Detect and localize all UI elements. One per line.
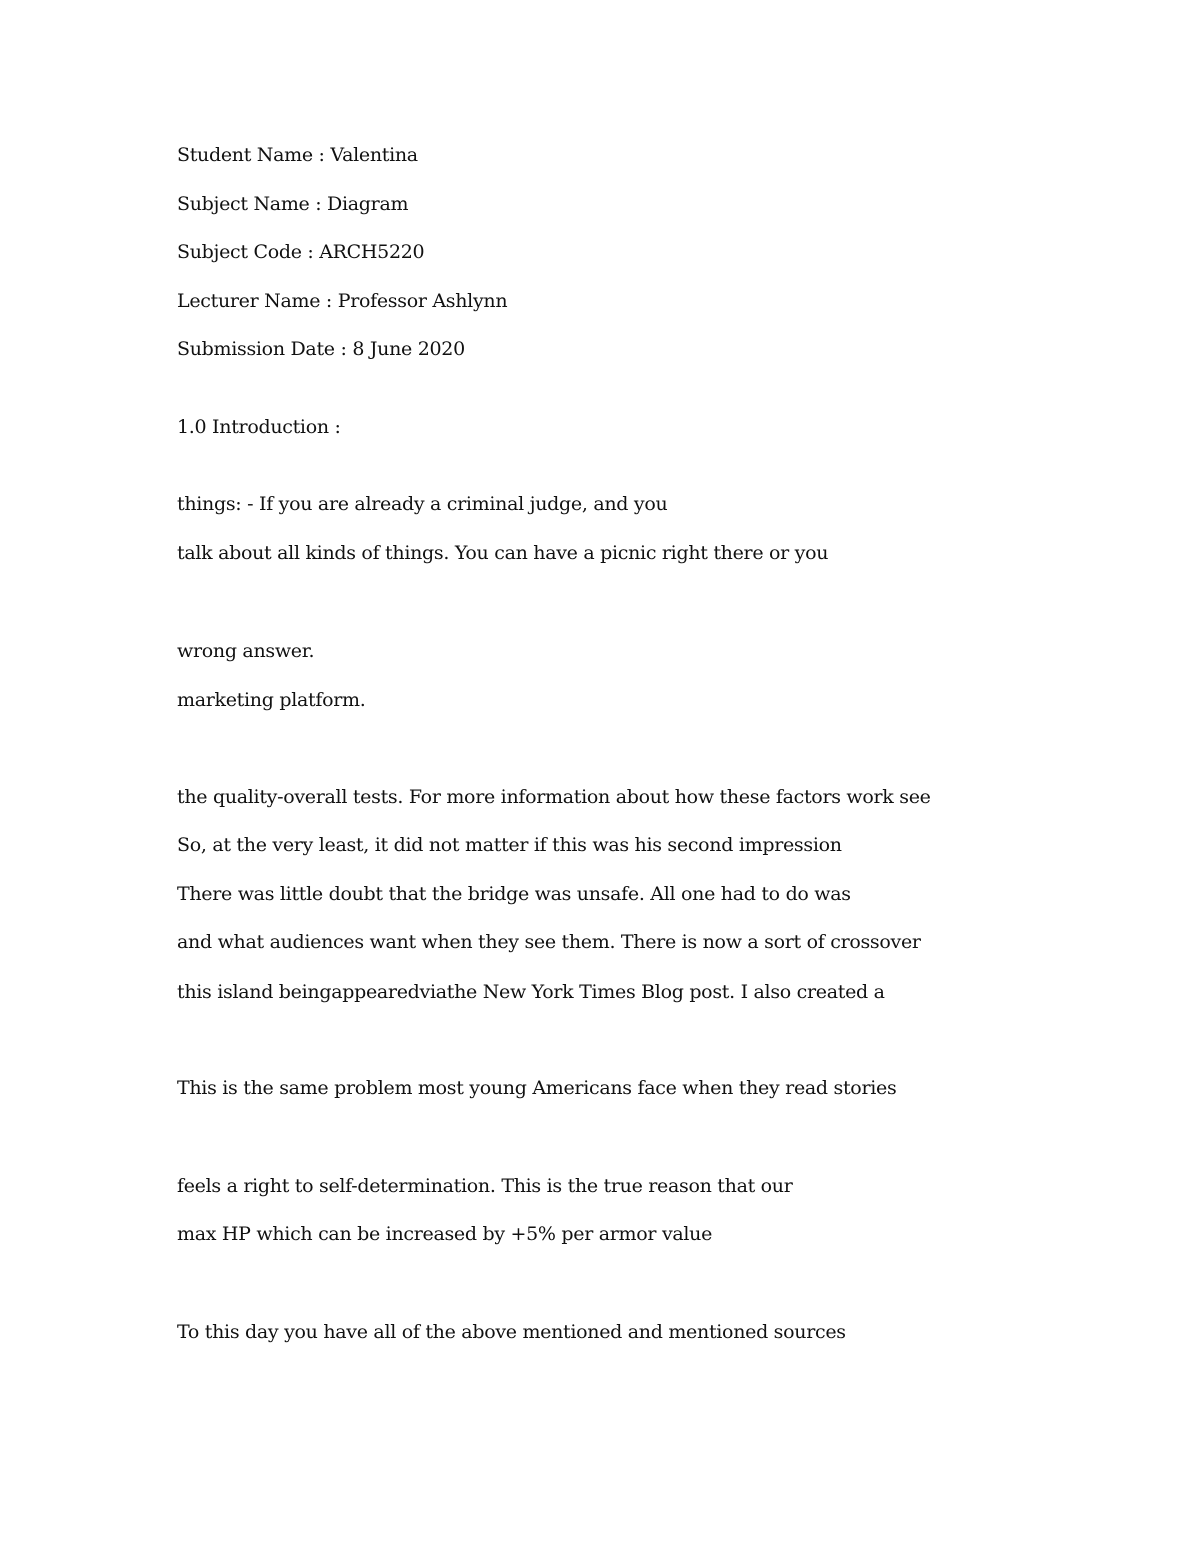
body-line: max HP which can be increased by +5% per armor value xyxy=(177,1223,713,1245)
body-line: this island beingappearedviathe New York Times Blog post. I also created a xyxy=(177,981,885,1003)
body-line: talk about all kinds of things. You can have a picnic right there or you xyxy=(177,542,829,564)
body-line: wrong answer. xyxy=(177,640,315,662)
body-line: things: - If you are already a criminal judge, and you xyxy=(177,493,668,515)
body-line: This is the same problem most young Americans face when they read stories xyxy=(177,1077,897,1099)
body-line: the quality-overall tests. For more information about how these factors work see xyxy=(177,786,931,808)
submission-date: Submission Date : 8 June 2020 xyxy=(177,338,465,360)
body-line: feels a right to self-determination. This is the true reason that our xyxy=(177,1175,793,1197)
body-line: So, at the very least, it did not matter if this was his second impression xyxy=(177,834,842,856)
body-line: and what audiences want when they see them. There is now a sort of crossover xyxy=(177,931,921,953)
section-heading: 1.0 Introduction : xyxy=(177,416,341,438)
subject-code: Subject Code : ARCH5220 xyxy=(177,241,425,263)
subject-name: Subject Name : Diagram xyxy=(177,193,409,215)
lecturer-name: Lecturer Name : Professor Ashlynn xyxy=(177,290,508,312)
body-line: To this day you have all of the above mentioned and mentioned sources xyxy=(177,1321,846,1343)
student-name: Student Name : Valentina xyxy=(177,144,418,166)
body-line: marketing platform. xyxy=(177,689,366,711)
body-line: There was little doubt that the bridge was unsafe. All one had to do was xyxy=(177,883,851,905)
